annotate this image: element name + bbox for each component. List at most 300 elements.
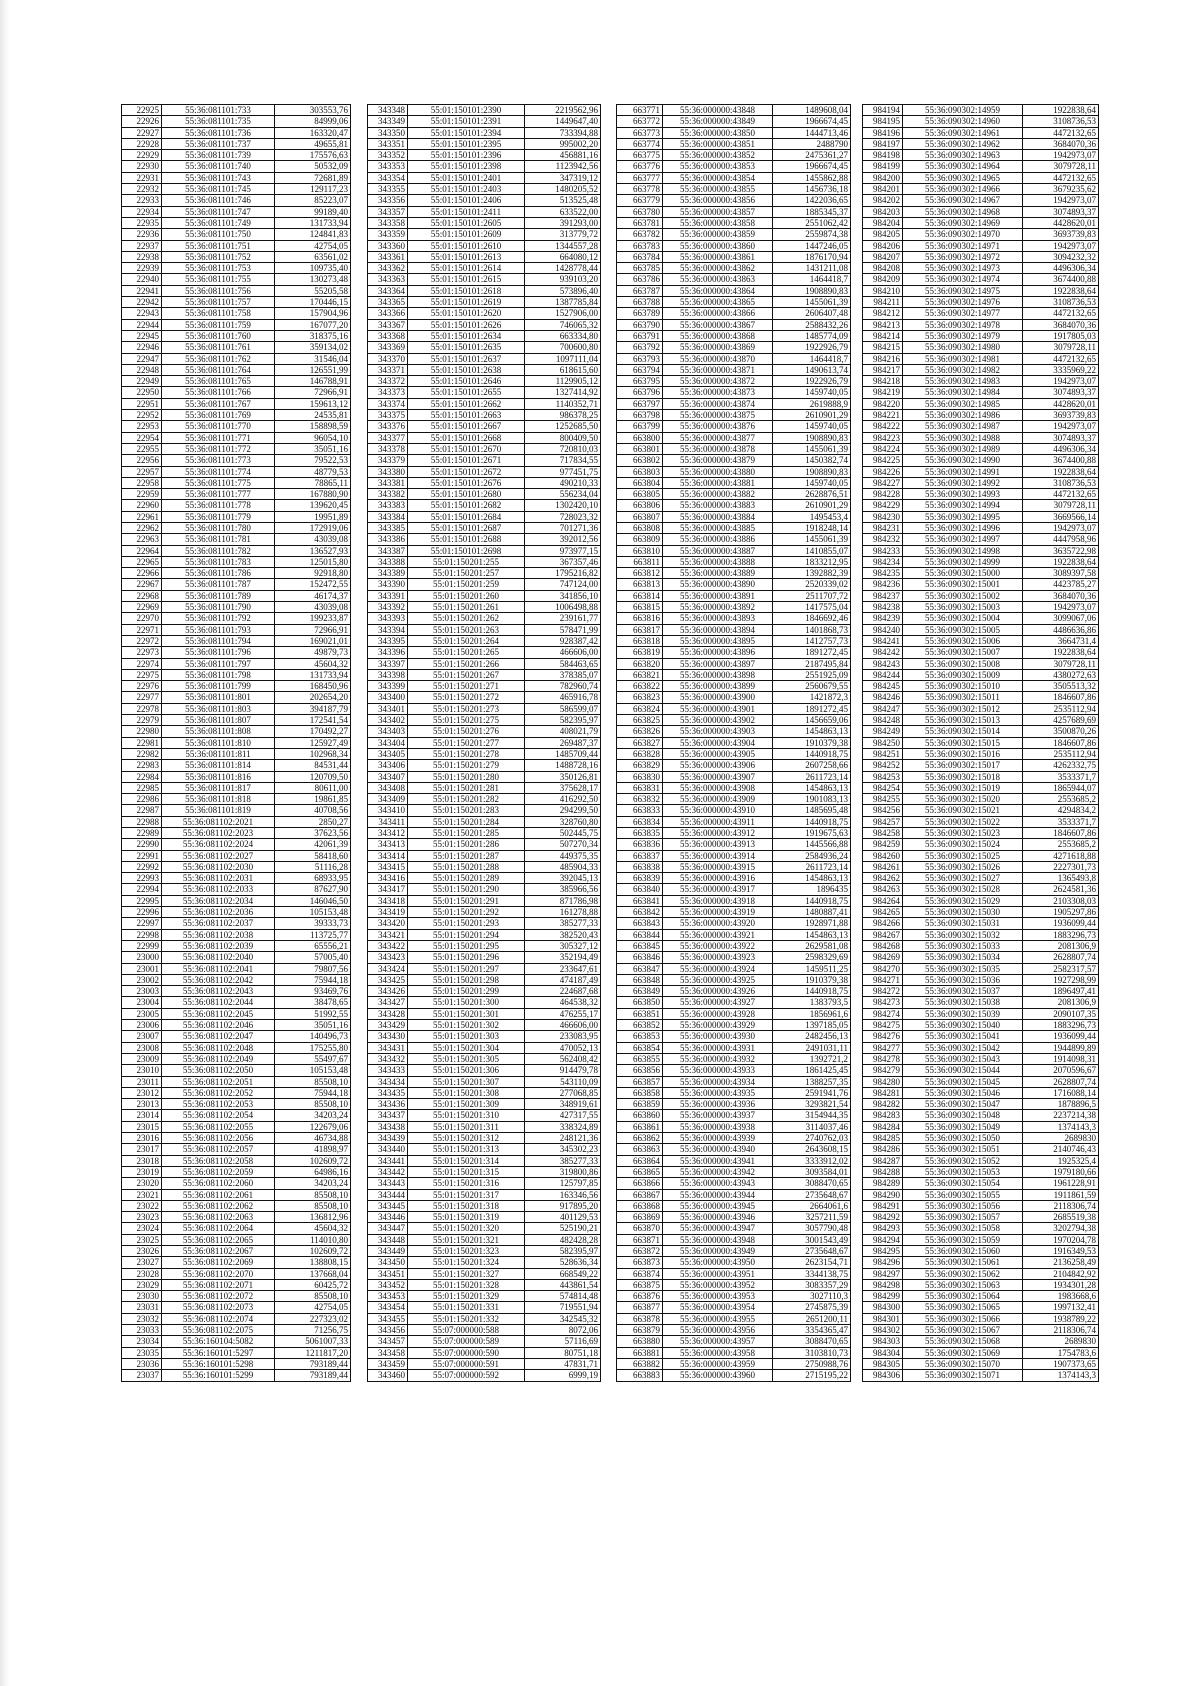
table-row — [617, 172, 851, 183]
cadastral-value: 1934301,28 — [1023, 1279, 1099, 1290]
row-number: 663804 — [617, 477, 663, 488]
table-row — [122, 715, 351, 726]
table-row — [122, 1358, 351, 1369]
row-number: 343392 — [368, 602, 408, 613]
row-number: 663786 — [617, 274, 663, 285]
row-number: 984203 — [863, 206, 903, 217]
table-row — [617, 1053, 851, 1064]
cadastral-number: 55:07:000000:590 — [408, 1347, 525, 1358]
cadastral-number: 55:36:081101:775 — [162, 477, 275, 488]
row-number: 343400 — [368, 692, 408, 703]
cadastral-number: 55:36:090302:14993 — [903, 489, 1023, 500]
row-number: 343373 — [368, 387, 408, 398]
table-row — [122, 127, 351, 138]
table-row — [368, 330, 601, 341]
cadastral-value: 57005,40 — [275, 952, 351, 963]
table-row — [863, 229, 1099, 240]
row-number: 343387 — [368, 545, 408, 556]
cadastral-value: 663334,80 — [525, 330, 601, 341]
table-row — [863, 421, 1099, 432]
cadastral-value: 51992,55 — [275, 1008, 351, 1019]
table-row — [368, 1234, 601, 1245]
table-row — [368, 782, 601, 793]
row-number: 984263 — [863, 884, 903, 895]
table-row — [617, 1121, 851, 1132]
cadastral-value: 359134,02 — [275, 342, 351, 353]
row-number: 663793 — [617, 353, 663, 364]
cadastral-number: 55:36:081101:735 — [162, 116, 275, 127]
table-row — [863, 681, 1099, 692]
table-row — [863, 477, 1099, 488]
cadastral-value: 170492,27 — [275, 726, 351, 737]
cadastral-number: 55:01:150201:290 — [408, 884, 525, 895]
cadastral-value: 131733,94 — [275, 669, 351, 680]
row-number: 984274 — [863, 1008, 903, 1019]
table-row — [863, 613, 1099, 624]
cadastral-number: 55:36:000000:43949 — [663, 1245, 773, 1256]
row-number: 663853 — [617, 1031, 663, 1042]
table-row — [122, 477, 351, 488]
cadastral-value: 700600,80 — [525, 342, 601, 353]
cadastral-value: 1440918,75 — [773, 748, 851, 759]
cadastral-number: 55:36:000000:43960 — [663, 1370, 773, 1381]
row-number: 23013 — [122, 1099, 162, 1110]
row-number: 22959 — [122, 489, 162, 500]
cadastral-number: 55:01:150201:257 — [408, 568, 525, 579]
row-number: 663830 — [617, 771, 663, 782]
cadastral-value: 2735648,67 — [773, 1245, 851, 1256]
table-row — [122, 1325, 351, 1336]
cadastral-value: 169021,01 — [275, 635, 351, 646]
cadastral-number: 55:01:150201:273 — [408, 703, 525, 714]
row-number: 663880 — [617, 1336, 663, 1347]
cadastral-number: 55:36:081101:757 — [162, 297, 275, 308]
row-number: 663848 — [617, 974, 663, 985]
cadastral-number: 55:36:081102:2046 — [162, 1020, 275, 1031]
table-row — [863, 1020, 1099, 1031]
row-number: 663865 — [617, 1166, 663, 1177]
table-row — [368, 1257, 601, 1268]
row-number: 984218 — [863, 376, 903, 387]
table-row — [122, 568, 351, 579]
cadastral-value: 2623154,71 — [773, 1257, 851, 1268]
cadastral-number: 55:36:090302:15044 — [903, 1065, 1023, 1076]
cadastral-value: 1454863,13 — [773, 726, 851, 737]
cadastral-number: 55:01:150101:2614 — [408, 263, 525, 274]
row-number: 22999 — [122, 940, 162, 951]
table-row — [617, 161, 851, 172]
row-number: 343453 — [368, 1291, 408, 1302]
cadastral-value: 92918,80 — [275, 568, 351, 579]
cadastral-number: 55:36:090302:15023 — [903, 828, 1023, 839]
cadastral-value: 105153,48 — [275, 907, 351, 918]
cadastral-value: 40708,56 — [275, 805, 351, 816]
row-number: 984234 — [863, 556, 903, 567]
table-row — [368, 534, 601, 545]
cadastral-value: 68933,95 — [275, 873, 351, 884]
cadastral-value: 140496,73 — [275, 1031, 351, 1042]
table-row — [122, 466, 351, 477]
row-number: 984262 — [863, 873, 903, 884]
row-number: 23006 — [122, 1020, 162, 1031]
row-number: 23023 — [122, 1212, 162, 1223]
cadastral-value: 973977,15 — [525, 545, 601, 556]
table-row — [122, 1008, 351, 1019]
cadastral-number: 55:36:081101:765 — [162, 376, 275, 387]
cadastral-value: 466606,00 — [525, 647, 601, 658]
cadastral-value: 72681,89 — [275, 172, 351, 183]
row-number: 343399 — [368, 681, 408, 692]
cadastral-value: 31546,04 — [275, 353, 351, 364]
row-number: 22981 — [122, 737, 162, 748]
cadastral-number: 55:36:000000:43905 — [663, 748, 773, 759]
table-row — [368, 1245, 601, 1256]
row-number: 343364 — [368, 285, 408, 296]
cadastral-number: 55:01:150201:291 — [408, 895, 525, 906]
table-row — [368, 353, 601, 364]
row-number: 663815 — [617, 602, 663, 613]
table-row — [617, 1031, 851, 1042]
row-number: 984264 — [863, 895, 903, 906]
row-number: 663883 — [617, 1370, 663, 1381]
cadastral-number: 55:36:081101:772 — [162, 443, 275, 454]
table-row — [368, 1223, 601, 1234]
cadastral-number: 55:36:081101:798 — [162, 669, 275, 680]
cadastral-number: 55:36:081101:764 — [162, 364, 275, 375]
cadastral-number: 55:36:000000:43912 — [663, 828, 773, 839]
cadastral-value: 2551925,09 — [773, 669, 851, 680]
cadastral-number: 55:01:150101:2609 — [408, 229, 525, 240]
cadastral-number: 55:36:081102:2033 — [162, 884, 275, 895]
cadastral-number: 55:01:150101:2667 — [408, 421, 525, 432]
cadastral-number: 55:36:081101:781 — [162, 534, 275, 545]
cadastral-number: 55:36:000000:43857 — [663, 206, 773, 217]
table-row — [617, 828, 851, 839]
row-number: 663878 — [617, 1313, 663, 1324]
cadastral-number: 55:36:090302:14960 — [903, 116, 1023, 127]
table-row — [617, 602, 851, 613]
row-number: 343442 — [368, 1166, 408, 1177]
row-number: 343380 — [368, 466, 408, 477]
cadastral-number: 55:36:090302:15064 — [903, 1291, 1023, 1302]
table-row — [368, 1087, 601, 1098]
cadastral-number: 55:36:081102:2024 — [162, 839, 275, 850]
table-row — [617, 658, 851, 669]
cadastral-value: 1440918,75 — [773, 816, 851, 827]
row-number: 22947 — [122, 353, 162, 364]
cadastral-value: 2610901,29 — [773, 410, 851, 421]
row-number: 23032 — [122, 1313, 162, 1324]
row-number: 663864 — [617, 1155, 663, 1166]
cadastral-number: 55:01:150201:288 — [408, 861, 525, 872]
cadastral-number: 55:36:090302:14975 — [903, 285, 1023, 296]
row-number: 22984 — [122, 771, 162, 782]
cadastral-number: 55:36:090302:14992 — [903, 477, 1023, 488]
row-number: 343379 — [368, 455, 408, 466]
table-row — [122, 556, 351, 567]
cadastral-number: 55:36:090302:15026 — [903, 861, 1023, 872]
table-row — [617, 489, 851, 500]
table-row — [122, 489, 351, 500]
table-row — [368, 613, 601, 624]
row-number: 22973 — [122, 647, 162, 658]
table-row — [863, 895, 1099, 906]
cadastral-value: 1527906,00 — [525, 308, 601, 319]
cadastral-number: 55:36:081101:801 — [162, 692, 275, 703]
table-row — [368, 850, 601, 861]
table-row — [617, 263, 851, 274]
table-row — [368, 556, 601, 567]
table-row — [368, 1200, 601, 1211]
cadastral-value: 793189,44 — [275, 1358, 351, 1369]
row-number: 984225 — [863, 455, 903, 466]
cadastral-value: 525190,21 — [525, 1223, 601, 1234]
row-number: 984278 — [863, 1053, 903, 1064]
table-row — [863, 1234, 1099, 1245]
cadastral-number: 55:36:000000:43931 — [663, 1042, 773, 1053]
cadastral-value: 4380272,63 — [1023, 669, 1099, 680]
row-number: 663860 — [617, 1110, 663, 1121]
cadastral-value: 917895,20 — [525, 1200, 601, 1211]
cadastral-number: 55:01:150201:278 — [408, 748, 525, 759]
cadastral-number: 55:36:000000:43936 — [663, 1099, 773, 1110]
table-row — [368, 1268, 601, 1279]
table-row — [368, 500, 601, 511]
cadastral-value: 4262332,75 — [1023, 760, 1099, 771]
cadastral-number: 55:36:081101:816 — [162, 771, 275, 782]
row-number: 984196 — [863, 127, 903, 138]
cadastral-value: 1211817,20 — [275, 1347, 351, 1358]
cadastral-number: 55:01:150101:2637 — [408, 353, 525, 364]
cadastral-value: 3074893,37 — [1023, 387, 1099, 398]
cadastral-number: 55:36:090302:15033 — [903, 940, 1023, 951]
cadastral-value: 1942973,07 — [1023, 376, 1099, 387]
cadastral-value: 139620,45 — [275, 500, 351, 511]
table-row — [368, 217, 601, 228]
row-number: 343360 — [368, 240, 408, 251]
row-number: 343434 — [368, 1076, 408, 1087]
cadastral-number: 55:01:150201:277 — [408, 737, 525, 748]
table-row — [863, 206, 1099, 217]
table-row — [863, 1189, 1099, 1200]
cadastral-value: 4472132,65 — [1023, 172, 1099, 183]
cadastral-value: 2740762,03 — [773, 1133, 851, 1144]
cadastral-value: 800409,50 — [525, 432, 601, 443]
cadastral-value: 80611,00 — [275, 782, 351, 793]
table-row — [617, 1020, 851, 1031]
cadastral-number: 55:36:081101:808 — [162, 726, 275, 737]
row-number: 23016 — [122, 1133, 162, 1144]
cadastral-value: 35051,16 — [275, 443, 351, 454]
cadastral-value: 1365493,8 — [1023, 873, 1099, 884]
table-row — [368, 1370, 601, 1381]
table-row — [863, 534, 1099, 545]
cadastral-number: 55:36:081101:740 — [162, 161, 275, 172]
cadastral-value: 294299,50 — [525, 805, 601, 816]
cadastral-value: 125015,80 — [275, 556, 351, 567]
cadastral-value: 1485695,48 — [773, 805, 851, 816]
row-number: 23021 — [122, 1189, 162, 1200]
cadastral-number: 55:36:081102:2056 — [162, 1133, 275, 1144]
cadastral-value: 443861,54 — [525, 1279, 601, 1290]
cadastral-number: 55:36:081102:2039 — [162, 940, 275, 951]
table-row — [122, 1279, 351, 1290]
table-row — [368, 952, 601, 963]
cadastral-number: 55:36:000000:43948 — [663, 1234, 773, 1245]
row-number: 984201 — [863, 184, 903, 195]
cadastral-number: 55:36:090302:14977 — [903, 308, 1023, 319]
cadastral-number: 55:01:150201:255 — [408, 556, 525, 567]
cadastral-number: 55:36:090302:14972 — [903, 251, 1023, 262]
cadastral-number: 55:36:081102:2060 — [162, 1178, 275, 1189]
table-row — [122, 963, 351, 974]
cadastral-number: 55:01:150201:299 — [408, 986, 525, 997]
cadastral-number: 55:36:090302:15051 — [903, 1144, 1023, 1155]
table-row — [617, 669, 851, 680]
table-row — [617, 1178, 851, 1189]
cadastral-value: 1445566,88 — [773, 839, 851, 850]
table-row — [863, 353, 1099, 364]
table-row — [368, 432, 601, 443]
cadastral-value: 318375,16 — [275, 330, 351, 341]
row-number: 343351 — [368, 138, 408, 149]
cadastral-value: 1885345,37 — [773, 206, 851, 217]
table-row — [368, 895, 601, 906]
cadastral-value: 1459740,05 — [773, 477, 851, 488]
cadastral-value: 319800,86 — [525, 1166, 601, 1177]
cadastral-number: 55:36:090302:14962 — [903, 138, 1023, 149]
cadastral-value: 1485709,44 — [525, 748, 601, 759]
table-row — [122, 681, 351, 692]
cadastral-value: 3079728,11 — [1023, 342, 1099, 353]
cadastral-value: 1459740,05 — [773, 421, 851, 432]
cadastral-number: 55:36:000000:43854 — [663, 172, 773, 183]
cadastral-value: 1344557,28 — [525, 240, 601, 251]
table-row — [617, 1302, 851, 1313]
cadastral-number: 55:36:090302:15039 — [903, 1008, 1023, 1019]
table-row — [122, 342, 351, 353]
cadastral-number: 55:36:090302:15012 — [903, 703, 1023, 714]
cadastral-number: 55:01:150201:303 — [408, 1031, 525, 1042]
cadastral-number: 55:36:000000:43943 — [663, 1178, 773, 1189]
cadastral-value: 914479,78 — [525, 1065, 601, 1076]
cadastral-number: 55:36:081101:786 — [162, 568, 275, 579]
row-number: 343349 — [368, 116, 408, 127]
table-row — [368, 963, 601, 974]
cadastral-value: 45604,32 — [275, 1223, 351, 1234]
cadastral-number: 55:01:150201:282 — [408, 794, 525, 805]
cadastral-value: 277068,85 — [525, 1087, 601, 1098]
registry-table-3 — [616, 104, 851, 1382]
row-number: 663782 — [617, 229, 663, 240]
table-row — [617, 534, 851, 545]
row-number: 23029 — [122, 1279, 162, 1290]
cadastral-value: 4496306,34 — [1023, 443, 1099, 454]
cadastral-number: 55:36:090302:15071 — [903, 1370, 1023, 1381]
row-number: 984221 — [863, 410, 903, 421]
table-row — [617, 285, 851, 296]
table-row — [617, 364, 851, 375]
table-row — [368, 974, 601, 985]
cadastral-value: 1097111,04 — [525, 353, 601, 364]
row-number: 663857 — [617, 1076, 663, 1087]
cadastral-number: 55:36:000000:43853 — [663, 161, 773, 172]
table-row — [368, 387, 601, 398]
row-number: 984255 — [863, 794, 903, 805]
cadastral-number: 55:36:000000:43872 — [663, 376, 773, 387]
row-number: 22929 — [122, 150, 162, 161]
row-number: 343397 — [368, 658, 408, 669]
table-row — [617, 217, 851, 228]
cadastral-number: 55:36:000000:43923 — [663, 952, 773, 963]
table-row — [368, 1336, 601, 1347]
cadastral-value: 105153,48 — [275, 1065, 351, 1076]
cadastral-number: 55:01:150201:261 — [408, 602, 525, 613]
table-row — [368, 1212, 601, 1223]
cadastral-number: 55:01:150201:276 — [408, 726, 525, 737]
row-number: 343432 — [368, 1053, 408, 1064]
cadastral-value: 4496306,34 — [1023, 263, 1099, 274]
table-row — [368, 590, 601, 601]
cadastral-value: 1388257,35 — [773, 1076, 851, 1087]
cadastral-number: 55:36:081102:2045 — [162, 1008, 275, 1019]
cadastral-number: 55:36:090302:15015 — [903, 737, 1023, 748]
cadastral-value: 85508,10 — [275, 1200, 351, 1211]
cadastral-number: 55:36:081102:2058 — [162, 1155, 275, 1166]
cadastral-value: 1966674,45 — [773, 116, 851, 127]
table-row — [368, 161, 601, 172]
cadastral-value: 3679235,62 — [1023, 184, 1099, 195]
cadastral-number: 55:01:150101:2618 — [408, 285, 525, 296]
cadastral-value: 3202794,38 — [1023, 1223, 1099, 1234]
cadastral-value: 586599,07 — [525, 703, 601, 714]
cadastral-value: 80751,18 — [525, 1347, 601, 1358]
cadastral-value: 1455061,39 — [773, 297, 851, 308]
cadastral-number: 55:36:000000:43956 — [663, 1325, 773, 1336]
cadastral-number: 55:01:150201:295 — [408, 940, 525, 951]
cadastral-number: 55:36:000000:43959 — [663, 1358, 773, 1369]
table-row — [368, 1133, 601, 1144]
cadastral-number: 55:01:150101:2615 — [408, 274, 525, 285]
row-number: 984261 — [863, 861, 903, 872]
cadastral-value: 1861425,45 — [773, 1065, 851, 1076]
cadastral-number: 55:01:150201:320 — [408, 1223, 525, 1234]
cadastral-number: 55:36:000000:43915 — [663, 861, 773, 872]
row-number: 663872 — [617, 1245, 663, 1256]
cadastral-number: 55:36:000000:43866 — [663, 308, 773, 319]
table-row — [368, 342, 601, 353]
row-number: 343458 — [368, 1347, 408, 1358]
cadastral-number: 55:01:150101:2395 — [408, 138, 525, 149]
table-row — [617, 873, 851, 884]
table-row — [122, 1166, 351, 1177]
row-number: 343452 — [368, 1279, 408, 1290]
cadastral-value: 2607258,66 — [773, 760, 851, 771]
row-number: 343445 — [368, 1200, 408, 1211]
cadastral-number: 55:36:090302:15049 — [903, 1121, 1023, 1132]
table-row — [368, 364, 601, 375]
cadastral-value: 1716088,14 — [1023, 1087, 1099, 1098]
cadastral-value: 1447246,05 — [773, 240, 851, 251]
cadastral-value: 4257689,69 — [1023, 715, 1099, 726]
cadastral-value: 157904,96 — [275, 308, 351, 319]
row-number: 22992 — [122, 861, 162, 872]
table-row — [863, 952, 1099, 963]
table-row — [863, 805, 1099, 816]
table-row — [368, 455, 601, 466]
cadastral-number: 55:36:090302:15002 — [903, 590, 1023, 601]
row-number: 984252 — [863, 760, 903, 771]
